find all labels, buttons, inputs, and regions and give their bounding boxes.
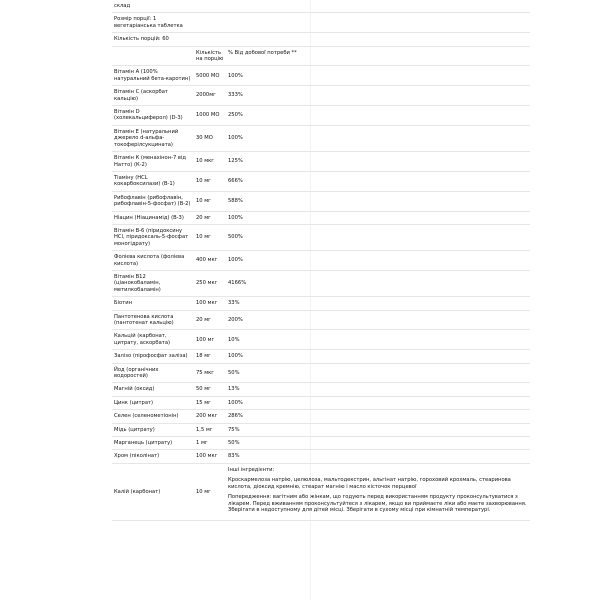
nutrient-daily-value: 75%: [226, 423, 530, 436]
table-row: [112, 363, 530, 383]
nutrient-name: Вітамін В-6 (піридоксину HCl, піридоксаль-5-фосфат моногідрату): [112, 224, 194, 250]
serving-size-text: Розмір порції: 1 вегетаріанська таблетка: [112, 13, 194, 33]
nutrient-amount: 100 мкг: [194, 450, 226, 463]
nutrient-name: Вітамін К (менахінон-7 від Натто) (К-2): [112, 152, 194, 172]
nutrient-amount: 1,5 мг: [194, 423, 226, 436]
nutrient-amount: 10 мкг: [194, 152, 226, 172]
nutrient-daily-value: 50%: [226, 363, 530, 383]
table-row: [112, 191, 530, 211]
servings-row: [112, 33, 530, 46]
nutrient-amount: 100 мкг: [194, 297, 226, 310]
nutrient-amount: 200 мкг: [194, 410, 226, 423]
nutrient-amount: 400 мкг: [194, 251, 226, 271]
table-row: [112, 297, 530, 310]
nutrient-daily-value: 125%: [226, 152, 530, 172]
nutrient-daily-value: 250%: [226, 106, 530, 126]
amount-header: Кількість на порцію: [194, 46, 226, 66]
nutrient-name: Вітамін А (100% натуральний бета-каротин): [112, 66, 194, 86]
table-row: [112, 450, 530, 463]
table-row: [112, 310, 530, 330]
nutrient-name: Рибофлавін (рибофлавін, рибофлавін-5-фосфат) (В-2): [112, 191, 194, 211]
other-ingredients-text: Кроскармелоза натрію, целюлоза, мальтодекстрин, альгінат натрію, гороховий крохмаль, стеаринова кислота, діоксид кремнію, стеарат магнію і масло кісточок перцевої: [228, 477, 511, 490]
servings-text: Кількість порцій: 60: [112, 33, 194, 46]
nutrient-daily-value: 588%: [226, 191, 530, 211]
nutrient-name: Кальцій (карбонат, цитрату, аскорбата): [112, 330, 194, 350]
table-row: [112, 270, 530, 296]
storage-text: склад: [112, 0, 194, 13]
table-row: [112, 106, 530, 126]
nutrient-daily-value: 10%: [226, 330, 530, 350]
nutrient-daily-value: 33%: [226, 297, 530, 310]
nutrient-daily-value: 100%: [226, 350, 530, 363]
table-row: [112, 396, 530, 409]
nutrient-amount: 5000 МО: [194, 66, 226, 86]
nutrient-amount: 10 мг: [194, 224, 226, 250]
nutrient-amount: 75 мкг: [194, 363, 226, 383]
potassium-row: [112, 463, 530, 520]
nutrient-name: Мідь (цитрату): [112, 423, 194, 436]
nutrient-name: Ніацин (Ніацинамід) (В-3): [112, 211, 194, 224]
supplement-facts: [112, 0, 600, 600]
nutrient-name: Вітамін В12 (ціанокобаламін, метилкобаламін): [112, 270, 194, 296]
daily-value-header: % Від добової потреби **: [226, 46, 530, 66]
nutrient-daily-value: 13%: [226, 383, 530, 396]
nutrient-name: Біотин: [112, 297, 194, 310]
nutrient-name: Марганець (цитрату): [112, 437, 194, 450]
nutrient-daily-value: 100%: [226, 251, 530, 271]
nutrient-name: Фолієва кислота (фолієва кислота): [112, 251, 194, 271]
table-row: [112, 410, 530, 423]
nutrient-amount: 10 мг: [194, 171, 226, 191]
other-ingredients-label: Інші інгредієнти:: [228, 466, 275, 473]
other-ingredients-cell: [226, 463, 530, 520]
nutrient-amount: 50 мг: [194, 383, 226, 396]
table-row: [112, 423, 530, 436]
nutrient-name: Вітамін С (аскорбат кальцію): [112, 86, 194, 106]
nutrient-name: Вітамін Е (натуральний джерело d-альфа-токоферілсукцината): [112, 125, 194, 151]
storage-row: [112, 0, 530, 13]
nutrient-amount: 10 мг: [194, 191, 226, 211]
nutrient-amount: 10 мг: [194, 463, 226, 520]
nutrient-amount: 2000мг: [194, 86, 226, 106]
nutrient-name: Хром (піколінат): [112, 450, 194, 463]
supplement-facts-table: [112, 0, 530, 521]
nutrient-name: Залізо (пірофосфат заліза): [112, 350, 194, 363]
nutrient-daily-value: 100%: [226, 66, 530, 86]
table-header-row: [112, 46, 530, 66]
nutrient-daily-value: 83%: [226, 450, 530, 463]
nutrient-amount: 20 мг: [194, 310, 226, 330]
nutrient-daily-value: 200%: [226, 310, 530, 330]
table-row: [112, 437, 530, 450]
nutrient-amount: 30 МО: [194, 125, 226, 151]
table-row: [112, 152, 530, 172]
table-row: [112, 125, 530, 151]
table-row: [112, 383, 530, 396]
table-row: [112, 171, 530, 191]
table-row: [112, 86, 530, 106]
nutrient-amount: 250 мкг: [194, 270, 226, 296]
table-row: [112, 66, 530, 86]
nutrient-name: Цинк (цитрат): [112, 396, 194, 409]
nutrient-daily-value: 100%: [226, 211, 530, 224]
nutrient-daily-value: 286%: [226, 410, 530, 423]
table-row: [112, 251, 530, 271]
nutrient-name: Пантотенова кислота (пантотенат кальцію): [112, 310, 194, 330]
nutrient-daily-value: 4166%: [226, 270, 530, 296]
nutrient-daily-value: 666%: [226, 171, 530, 191]
table-row: [112, 350, 530, 363]
serving-size-row: [112, 13, 530, 33]
nutrient-name: Тіаміну (HCL кокарбоксилази) (В-1): [112, 171, 194, 191]
nutrient-name: Селен (селенометіонін): [112, 410, 194, 423]
table-row: [112, 224, 530, 250]
nutrient-amount: 1000 МО: [194, 106, 226, 126]
nutrient-name: Магній (оксид): [112, 383, 194, 396]
nutrient-daily-value: 333%: [226, 86, 530, 106]
nutrient-daily-value: 50%: [226, 437, 530, 450]
nutrient-rows: [112, 66, 530, 463]
nutrient-daily-value: 500%: [226, 224, 530, 250]
warning-text: Попередження: вагітним або жінкам, що годують перед використанням продукту проконсультуватися з лікарем. Перед вживанням проконсультуйтеся з лікарем, якщо ви приймаєте ліки або маєте захворювання. Зберігати в недоступному для дітей місці. Зберігати в сухому місці при кімнатній температурі.: [228, 494, 527, 513]
nutrient-amount: 100 мг: [194, 330, 226, 350]
nutrient-name: Вітамін D (холекальциферол) (D-3): [112, 106, 194, 126]
nutrient-name: Йод (органічних водоростей): [112, 363, 194, 383]
nutrient-amount: 18 мг: [194, 350, 226, 363]
nutrient-amount: 20 мг: [194, 211, 226, 224]
nutrient-amount: 1 мг: [194, 437, 226, 450]
nutrient-daily-value: 100%: [226, 125, 530, 151]
nutrient-daily-value: 100%: [226, 396, 530, 409]
table-row: [112, 330, 530, 350]
table-row: [112, 211, 530, 224]
nutrient-name: Калій (карбонат): [112, 463, 194, 520]
nutrient-amount: 15 мг: [194, 396, 226, 409]
